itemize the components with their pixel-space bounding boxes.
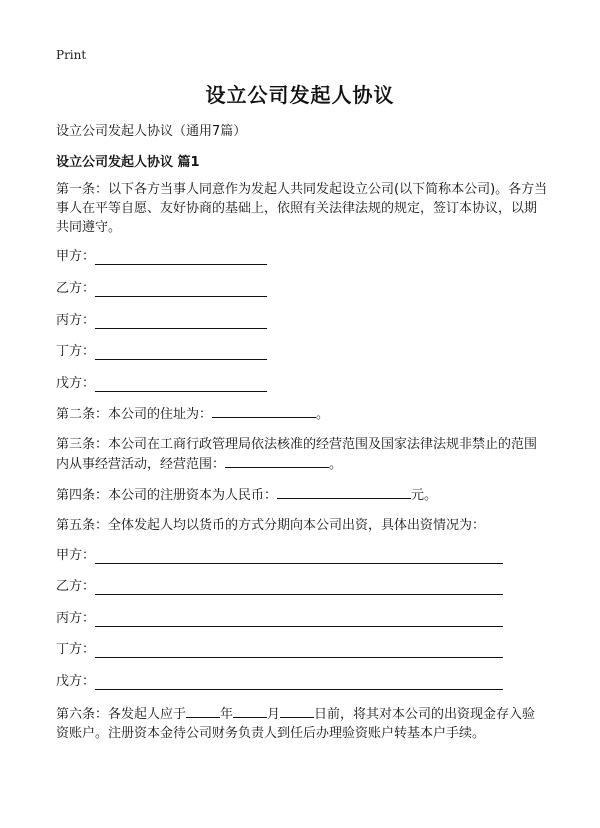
article-2-suffix: 。 [316, 407, 330, 422]
party-label: 甲方： [56, 249, 96, 264]
party-label: 丁方： [56, 642, 96, 657]
party-blank-line [95, 314, 267, 329]
print-link[interactable]: Print [56, 48, 87, 62]
address-blank-line [212, 404, 316, 418]
day-blank-line [280, 704, 314, 718]
party-blank-line [95, 345, 267, 360]
contribution-blank-line [95, 549, 503, 564]
article-4 [56, 485, 548, 505]
party-field [56, 376, 267, 392]
scope-blank-line [225, 454, 329, 468]
document-subtitle: 设立公司发起人协议（通用7篇） [56, 124, 247, 139]
contribution-blank-line [95, 580, 503, 595]
contribution-field [56, 548, 503, 564]
capital-blank-line [277, 485, 411, 499]
party-field [56, 313, 267, 329]
party-field [56, 281, 267, 297]
article-5: 第五条：全体发起人均以货币的方式分期向本公司出资，具体出资情况为： [56, 518, 486, 533]
article-4-suffix: 元。 [411, 488, 438, 503]
party-label: 戊方： [56, 674, 96, 689]
contribution-field [56, 611, 503, 627]
party-label: 戊方： [56, 376, 96, 391]
year-label: 年 [220, 707, 234, 722]
article-2 [56, 404, 548, 424]
party-label: 甲方： [56, 548, 96, 563]
section-heading: 设立公司发起人协议 篇1 [56, 155, 200, 170]
party-label: 丙方： [56, 611, 96, 626]
article-4-text: 第四条：本公司的注册资本为人民币： [56, 488, 278, 503]
contribution-blank-line [95, 675, 503, 690]
article-1: 第一条：以下各方当事人同意作为发起人共同发起设立公司(以下简称本公司)。各方当事人在平等自愿、友好协商的基础上，依照有关法律法规的规定，签订本协议，以期共同遵守。 [56, 182, 548, 235]
party-blank-line [95, 250, 267, 265]
party-field [56, 249, 267, 265]
contribution-field [56, 674, 503, 690]
contribution-field [56, 642, 503, 658]
contribution-field [56, 579, 503, 595]
article-6-rest: 日前，将其对本公司的出资现金存入验资账户。注册资本金待公司财务负责人到任后办理验资账户转基本户手续。 [56, 707, 536, 741]
party-label: 丙方： [56, 313, 96, 328]
page-title: 设立公司发起人协议 [205, 83, 395, 107]
year-blank-line [186, 704, 220, 718]
party-blank-line [95, 377, 267, 392]
month-label: 月 [267, 707, 281, 722]
party-label: 丁方： [56, 344, 96, 359]
article-6 [56, 704, 548, 743]
party-label: 乙方： [56, 281, 96, 296]
article-3 [56, 435, 548, 474]
contribution-blank-line [95, 612, 503, 627]
article-2-text: 第二条：本公司的住址为： [56, 407, 213, 422]
article-3-text: 第三条：本公司在工商行政管理局依法核准的经营范围及国家法律法规非禁止的范围内从事经营活动，经营范围： [56, 437, 538, 472]
month-blank-line [233, 704, 267, 718]
contribution-blank-line [95, 643, 503, 658]
party-label: 乙方： [56, 579, 96, 594]
article-6-text: 第六条：各发起人应于 [56, 707, 187, 722]
party-field [56, 344, 267, 360]
party-blank-line [95, 282, 267, 297]
article-3-suffix: 。 [329, 457, 343, 472]
